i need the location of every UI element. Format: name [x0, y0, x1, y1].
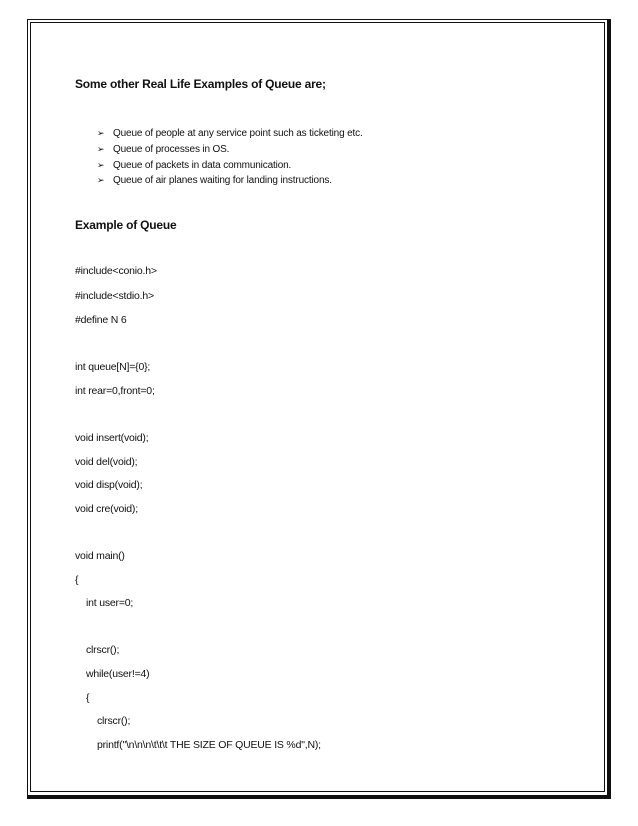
list-item	[97, 142, 363, 158]
list-item	[97, 158, 363, 174]
code-line-printf: printf("\n\n\n\t\t\t THE SIZE OF QUEUE IS %d",N);	[97, 739, 321, 751]
examples-heading: Some other Real Life Examples of Queue are;	[75, 77, 326, 91]
code-line-include-stdio: #include<stdio.h>	[75, 290, 154, 302]
code-line-rear-front: int rear=0,front=0;	[75, 385, 155, 397]
code-line-open-brace-main: {	[75, 574, 79, 586]
code-example-heading: Example of Queue	[75, 218, 177, 232]
code-line-main: void main()	[75, 550, 125, 562]
code-line-open-brace-while: {	[86, 692, 90, 704]
list-item	[97, 173, 363, 189]
code-line-user-decl: int user=0;	[86, 597, 134, 609]
code-line-proto-insert: void insert(void);	[75, 432, 149, 444]
code-line-clrscr-outer: clrscr();	[86, 644, 120, 656]
arrow-bullet-icon: ➢	[97, 128, 105, 138]
examples-list	[97, 126, 363, 189]
arrow-bullet-icon: ➢	[97, 159, 105, 170]
arrow-bullet-icon: ➢	[97, 175, 105, 186]
list-item	[97, 126, 363, 142]
list-item-text: Queue of processes in OS.	[113, 143, 230, 155]
code-line-include-conio: #include<conio.h>	[75, 265, 157, 277]
arrow-bullet-icon: ➢	[97, 143, 105, 154]
code-line-define: #define N 6	[75, 314, 127, 326]
list-item-text: Queue of people at any service point such as ticketing etc.	[113, 128, 363, 139]
code-line-queue-decl: int queue[N]={0};	[75, 361, 151, 373]
list-item-text: Queue of air planes waiting for landing instructions.	[113, 175, 332, 187]
list-item-text: Queue of packets in data communication.	[113, 159, 292, 171]
code-line-clrscr-inner: clrscr();	[97, 715, 131, 727]
code-line-while: while(user!=4)	[86, 668, 150, 680]
code-line-proto-cre: void cre(void);	[75, 503, 138, 515]
code-line-proto-disp: void disp(void);	[75, 479, 143, 491]
code-line-proto-del: void del(void);	[75, 456, 138, 468]
